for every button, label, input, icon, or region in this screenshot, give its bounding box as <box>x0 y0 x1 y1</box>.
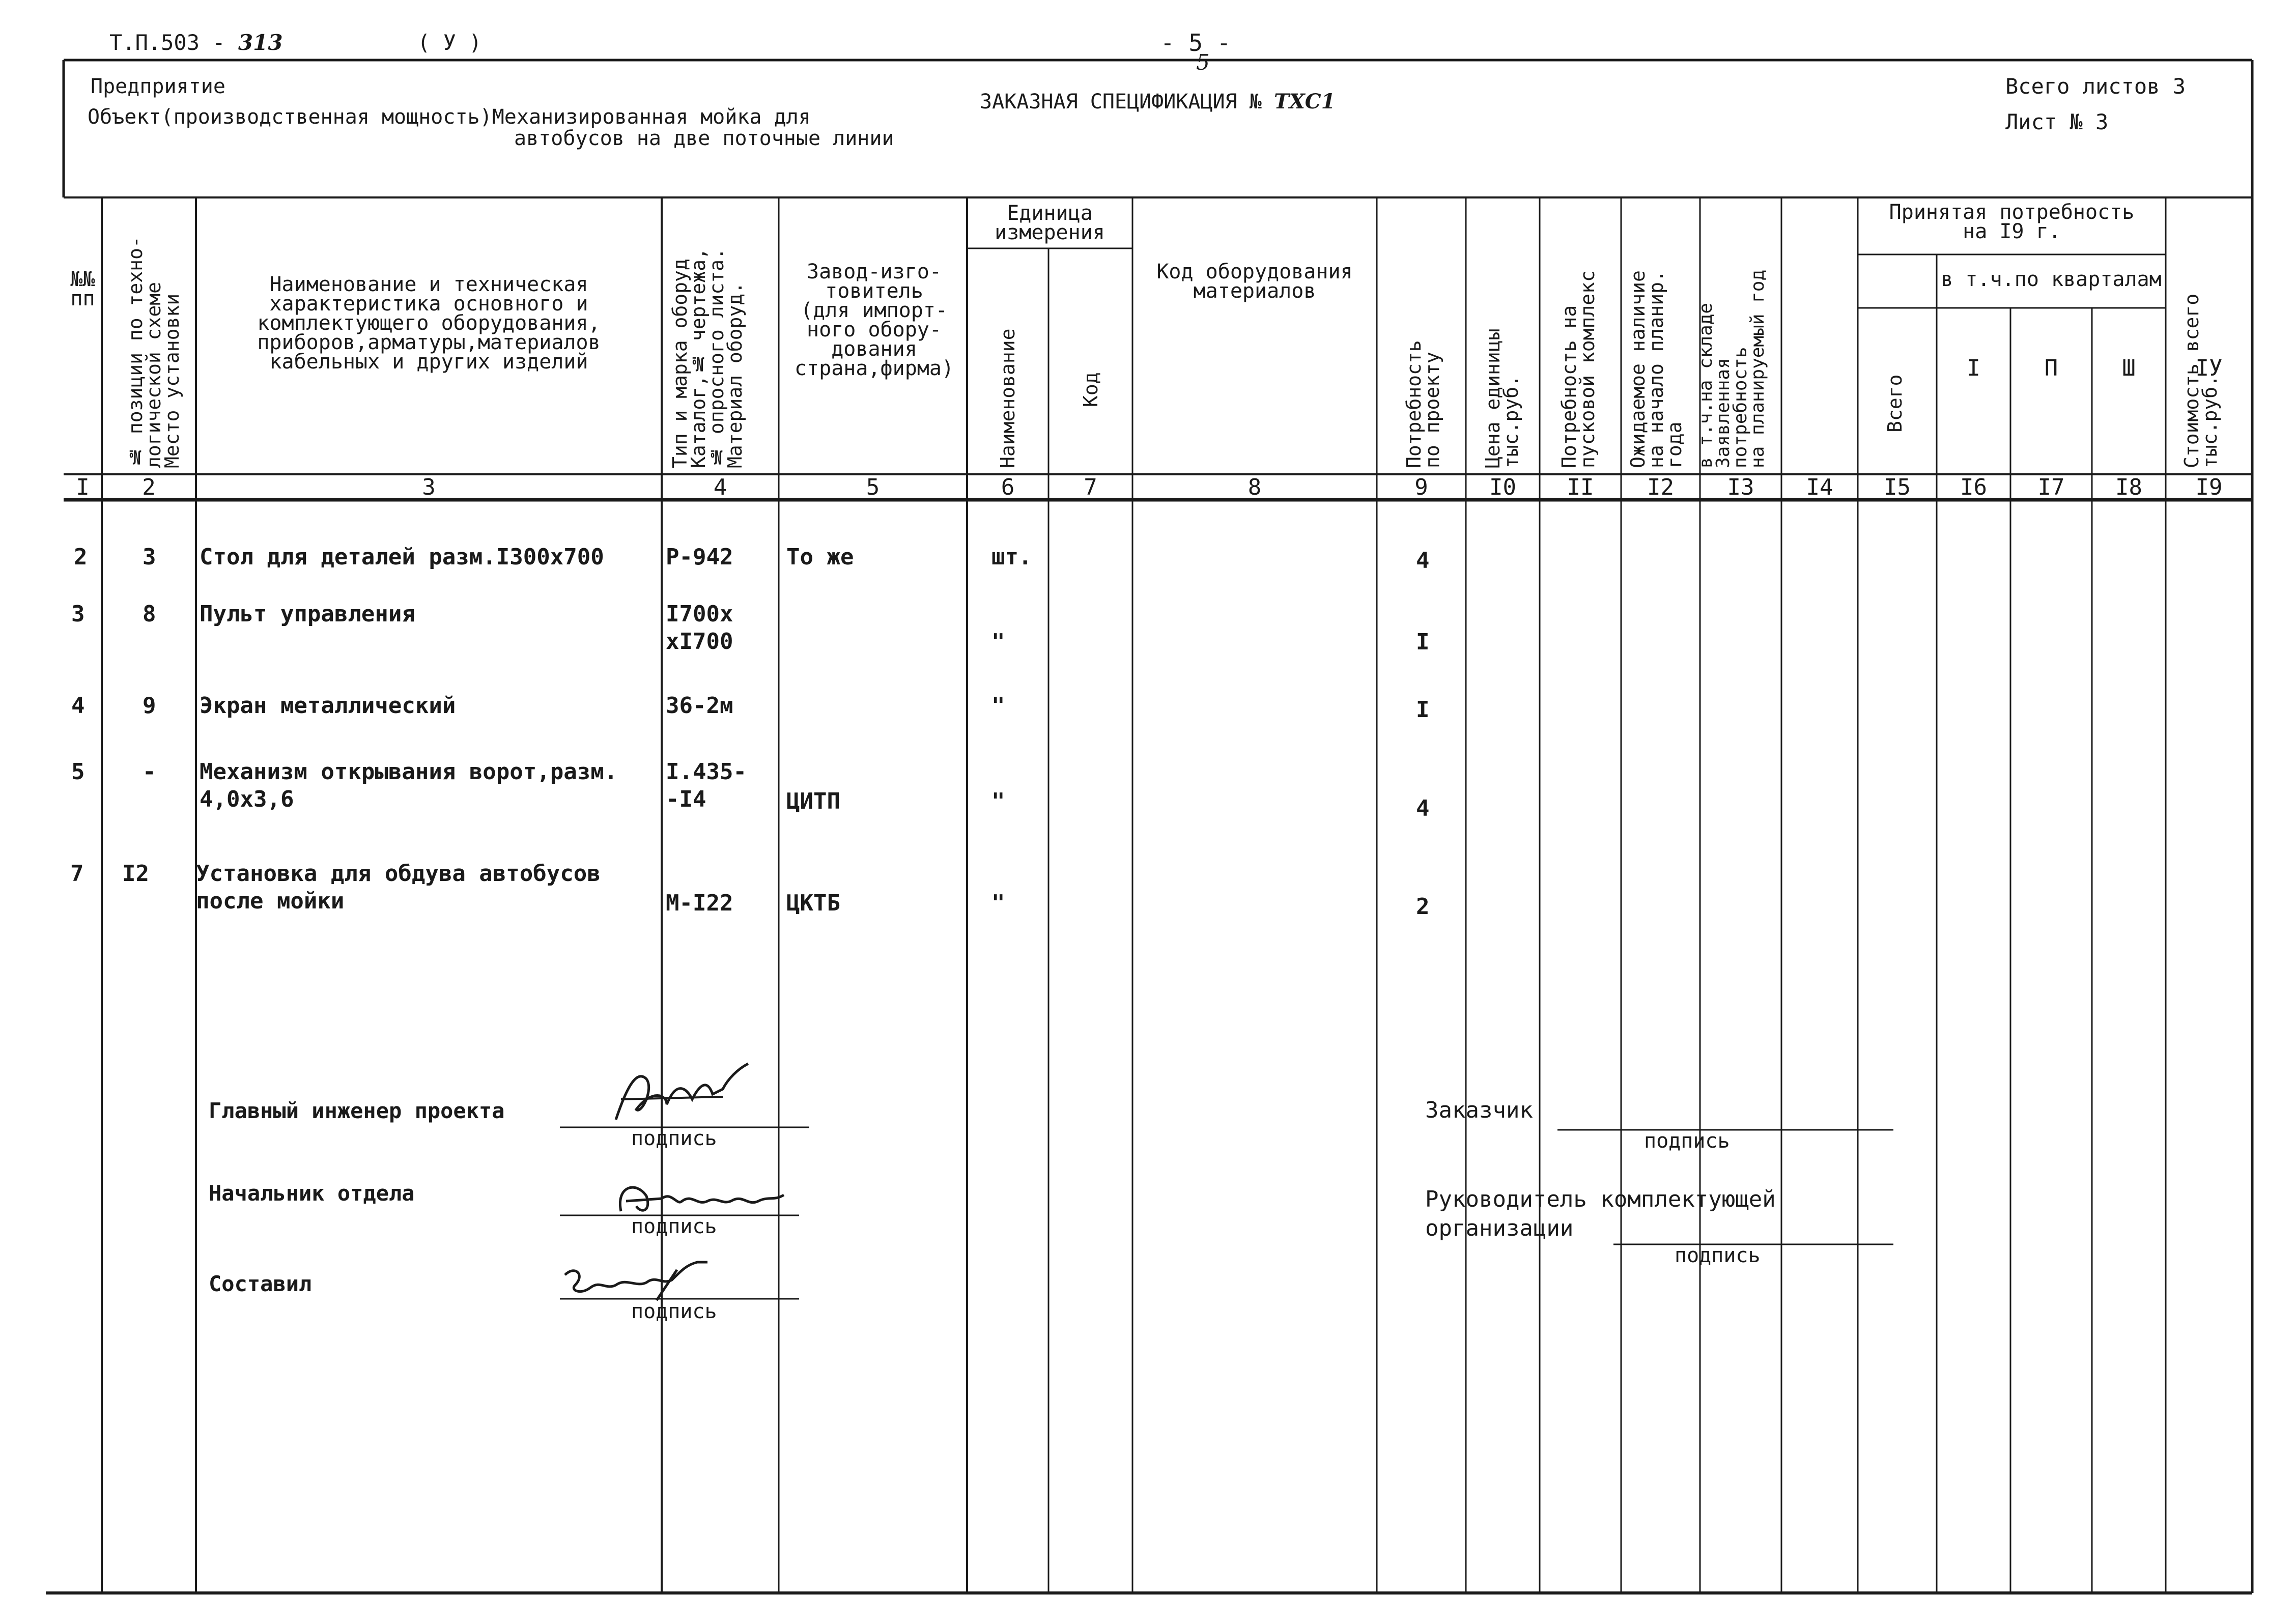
row-pp: 2 <box>74 544 88 570</box>
spec-title-text: ЗАКАЗНАЯ СПЕЦИФИКАЦИЯ № <box>980 90 1262 113</box>
col-header-project-need: Потребность по проекту <box>1403 340 1443 468</box>
document-code-handwritten: 313 <box>238 30 283 55</box>
supplier-head-label-1: Руководитель комплектующей <box>1425 1186 1776 1212</box>
col-number: 9 <box>1414 474 1428 500</box>
col-header-q1: I <box>1967 355 1980 381</box>
sign-caption: подпись <box>631 1127 717 1150</box>
col-header-position: № позиции по техно- логической схеме Место установки <box>124 236 183 468</box>
row-name: Установка для обдува автобусов после мойки <box>196 861 601 914</box>
enterprise-label: Предприятие <box>91 75 225 98</box>
row-pp: 3 <box>71 601 85 627</box>
col-header-expected-stock: Ожидаемое наличие на начало планир. года <box>1627 270 1686 468</box>
row-name: Стол для деталей разм.I300x700 <box>200 544 604 570</box>
col-header-maker: Завод-изго- товитель (для импорт- ного обору- дования страна,фирма) <box>794 260 954 380</box>
sign-caption: подпись <box>631 1300 717 1323</box>
row-unit: " <box>991 629 1005 655</box>
row-quantity: 2 <box>1416 894 1430 920</box>
col-header-declared-need: в т.ч.на складе Заявленная потребность на планируемый год <box>1695 269 1768 468</box>
sign-caption: подпись <box>631 1215 717 1238</box>
col-header-equipment-code: Код оборудования материалов <box>1156 260 1353 303</box>
document-code-prefix: Т.П.503 - <box>109 30 225 55</box>
row-unit: " <box>991 693 1005 719</box>
row-type: 36-2м <box>666 693 733 719</box>
col-number: II <box>1567 474 1594 500</box>
document-code <box>109 32 283 54</box>
row-quantity: 4 <box>1416 548 1430 574</box>
col-number: I8 <box>2115 474 2142 500</box>
col-number: I9 <box>2195 474 2223 500</box>
row-maker: ЦКТБ <box>786 890 840 916</box>
department-head-signature <box>606 1171 809 1221</box>
col-number: I2 <box>1647 474 1674 500</box>
row-unit: шт. <box>991 544 1032 570</box>
spec-title-handwritten: ТХС1 <box>1273 90 1336 113</box>
col-number: 3 <box>422 474 436 500</box>
sign-caption: подпись <box>1644 1129 1730 1153</box>
document-code-suffix: ( У ) <box>417 30 482 55</box>
col-header-q4: IУ <box>2195 355 2223 381</box>
sheet-number: Лист № 3 <box>2005 109 2109 134</box>
row-position: - <box>143 759 156 785</box>
row-type: I700x xI700 <box>666 601 733 654</box>
col-header-name: Наименование и техническая характеристика основного и комплектующего оборудования, приборов,арматуры,материалов кабельных и других изделий <box>257 273 601 374</box>
customer-label: Заказчик <box>1425 1097 1533 1123</box>
col-header-accepted-group: Принятая потребность на I9 г. <box>1889 201 2135 243</box>
page-number-handwritten: 5 <box>1196 50 1210 75</box>
compiled-by-label: Составил <box>209 1271 312 1296</box>
chief-engineer-signature <box>606 1059 758 1130</box>
col-header-cost-total: Стоимость всего тыс.руб. <box>2180 293 2221 468</box>
row-position: 9 <box>143 693 156 719</box>
page-number: - 5 - <box>1160 29 1231 56</box>
col-number: I6 <box>1960 474 1987 500</box>
col-header-type: Тип и марка оборуд Каталог,№ чертежа, № опросного листа. Материал оборуд. <box>669 248 746 468</box>
row-type: М-I22 <box>666 890 733 916</box>
row-position: 3 <box>143 544 156 570</box>
row-pp: 5 <box>71 759 85 785</box>
object-line-1: Объект(производственная мощность)Механизированная мойка для <box>88 105 811 129</box>
object-line-2: автобусов на две поточные линии <box>514 127 894 150</box>
row-type: Р-942 <box>666 544 733 570</box>
col-number: 8 <box>1248 474 1262 500</box>
col-header-total: Всего <box>1884 374 1906 433</box>
col-number: 6 <box>1001 474 1015 500</box>
row-pp: 7 <box>70 861 84 887</box>
col-header-q3: Ш <box>2122 355 2136 381</box>
spec-title <box>980 91 1335 113</box>
col-number: I5 <box>1884 474 1911 500</box>
row-name: Экран металлический <box>200 693 456 719</box>
row-pp: 4 <box>71 693 85 719</box>
row-type: I.435- -I4 <box>666 759 747 812</box>
col-header-unit-name: Наименование <box>997 328 1019 468</box>
col-number: I3 <box>1727 474 1754 500</box>
col-header-quarters-group: в т.ч.по кварталам <box>1941 268 2162 291</box>
col-number: 5 <box>866 474 880 500</box>
col-header-launch-need: Потребность на пусковой комплекс <box>1558 270 1599 468</box>
col-header-unit-code: Код <box>1080 372 1102 407</box>
supplier-head-label-2: организации <box>1425 1215 1574 1241</box>
row-quantity: 4 <box>1416 795 1430 821</box>
row-name: Пульт управления <box>200 601 415 627</box>
col-header-q2: П <box>2044 355 2058 381</box>
col-number: I0 <box>1489 474 1516 500</box>
row-maker: То же <box>786 544 854 570</box>
col-number: I7 <box>2037 474 2065 500</box>
compiled-by-signature <box>555 1255 758 1305</box>
col-header-unit-group: Единица измерения <box>995 202 1105 244</box>
col-number: 7 <box>1084 474 1097 500</box>
col-number: I <box>76 474 90 500</box>
department-head-label: Начальник отдела <box>209 1181 415 1206</box>
row-unit: " <box>991 890 1005 916</box>
row-position: I2 <box>122 861 149 887</box>
chief-engineer-label: Главный инженер проекта <box>209 1098 505 1123</box>
row-position: 8 <box>143 601 156 627</box>
col-number: I4 <box>1806 474 1833 500</box>
col-header-pp: №№ пп <box>70 268 95 310</box>
total-sheets: Всего листов 3 <box>2005 74 2186 99</box>
col-number: 4 <box>713 474 727 500</box>
col-number: 2 <box>142 474 156 500</box>
row-maker: ЦИТП <box>786 788 840 814</box>
row-quantity: I <box>1416 629 1430 655</box>
sign-caption: подпись <box>1675 1244 1761 1267</box>
row-name: Механизм открывания ворот,разм. 4,0x3,6 <box>200 759 618 812</box>
row-quantity: I <box>1416 697 1430 723</box>
col-header-unit-price: Цена единицы тыс.руб. <box>1482 328 1522 468</box>
row-unit: " <box>991 788 1005 814</box>
